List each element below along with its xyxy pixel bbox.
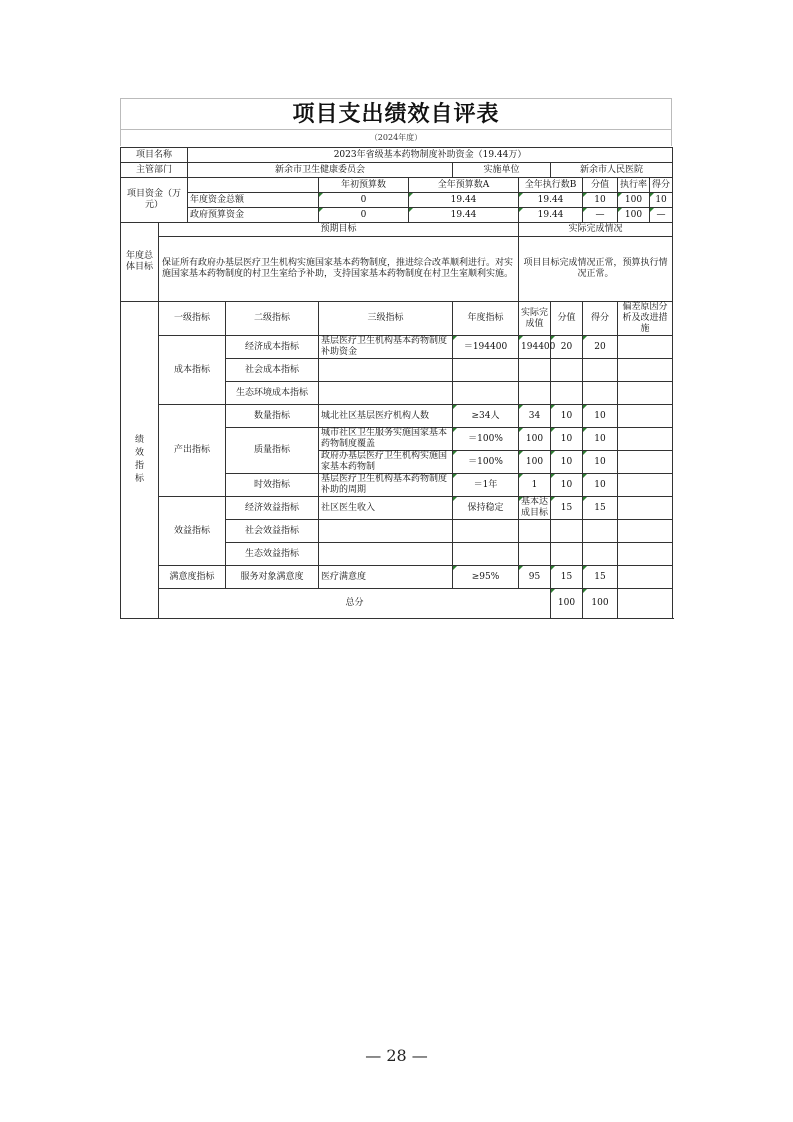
- funds-header-row: [121, 178, 673, 193]
- funds-header-init: 年初预算数: [319, 178, 409, 193]
- actual-cell: 34: [519, 405, 551, 428]
- got-cell: 10: [583, 451, 618, 474]
- note-cell: [618, 520, 673, 543]
- dept-label: 主管部门: [121, 163, 188, 178]
- target-cell: 保持稳定: [453, 497, 519, 520]
- total-label: 总分: [159, 589, 551, 619]
- year-label: （2024年度）: [120, 130, 672, 146]
- level2-cell: 质量指标: [226, 428, 319, 474]
- actual-cell: [519, 382, 551, 405]
- score-cell: 15: [551, 566, 583, 589]
- funds-budget: 19.44: [409, 208, 519, 223]
- target-cell: ＝100%: [453, 428, 519, 451]
- funds-row-label: 年度资金总额: [188, 193, 319, 208]
- target-cell: [453, 382, 519, 405]
- funds-header-exec: 全年执行数B: [519, 178, 583, 193]
- ind-header-l2: 二级指标: [226, 302, 319, 336]
- level2-cell: 生态环境成本指标: [226, 382, 319, 405]
- note-cell: [618, 359, 673, 382]
- actual-cell: 1: [519, 474, 551, 497]
- note-cell: [618, 382, 673, 405]
- score-cell: 15: [551, 497, 583, 520]
- funds-header-got: 得分: [650, 178, 673, 193]
- note-cell: [618, 428, 673, 451]
- funds-header-rate: 执行率: [618, 178, 650, 193]
- funds-init: 0: [319, 193, 409, 208]
- impl-label: 实施单位: [453, 163, 551, 178]
- target-cell: ＝1年: [453, 474, 519, 497]
- funds-got: —: [650, 208, 673, 223]
- ind-header-got: 得分: [583, 302, 618, 336]
- level3-cell: [319, 520, 453, 543]
- funds-header-score: 分值: [583, 178, 618, 193]
- actual-cell: 194400: [519, 336, 551, 359]
- target-cell: ＝100%: [453, 451, 519, 474]
- indicator-header-row: [121, 302, 673, 336]
- perf-label: [121, 302, 159, 619]
- actual-label: 实际完成情况: [519, 223, 673, 237]
- indicator-row: [121, 566, 673, 589]
- got-cell: 15: [583, 497, 618, 520]
- dept-value: 新余市卫生健康委员会: [188, 163, 453, 178]
- got-cell: 10: [583, 405, 618, 428]
- actual-cell: 95: [519, 566, 551, 589]
- ind-header-l3: 三级指标: [319, 302, 453, 336]
- page-number: — 28 —: [365, 1046, 428, 1065]
- score-cell: [551, 543, 583, 566]
- score-cell: 10: [551, 474, 583, 497]
- score-cell: [551, 520, 583, 543]
- funds-got: 10: [650, 193, 673, 208]
- level3-cell: 医疗满意度: [319, 566, 453, 589]
- funds-row-label: 政府预算资金: [188, 208, 319, 223]
- funds-row-total: [121, 193, 673, 208]
- actual-cell: [519, 520, 551, 543]
- score-cell: 10: [551, 428, 583, 451]
- note-cell: [618, 566, 673, 589]
- target-cell: [453, 359, 519, 382]
- funds-exec: 19.44: [519, 208, 583, 223]
- level3-cell: 城北社区基层医疗机构人数: [319, 405, 453, 428]
- note-cell: [618, 336, 673, 359]
- indicator-row: [121, 336, 673, 359]
- funds-rate: 100: [618, 208, 650, 223]
- total-got: 100: [583, 589, 618, 619]
- actual-cell: [519, 359, 551, 382]
- funds-header-budget: 全年预算数A: [409, 178, 519, 193]
- level3-cell: 城市社区卫生服务实施国家基本药物制度覆盖: [319, 428, 453, 451]
- impl-value: 新余市人民医院: [551, 163, 673, 178]
- ind-header-actual: 实际完成值: [519, 302, 551, 336]
- project-name-row: [121, 148, 673, 163]
- ind-header-score: 分值: [551, 302, 583, 336]
- level3-cell: 政府办基层医疗卫生机构实施国家基本药物制: [319, 451, 453, 474]
- score-cell: 10: [551, 451, 583, 474]
- project-name: 2023年省级基本药物制度补助资金（19.44万）: [188, 148, 673, 163]
- goal-header-row: [121, 223, 673, 237]
- level3-cell: 基层医疗卫生机构基本药物制度补助资金: [319, 336, 453, 359]
- goal-text-row: [121, 237, 673, 302]
- level2-cell: 社会成本指标: [226, 359, 319, 382]
- evaluation-sheet: [120, 98, 672, 634]
- actual-cell: 基本达成目标: [519, 497, 551, 520]
- level3-cell: 社区医生收入: [319, 497, 453, 520]
- perf-label-text: 绩效指标: [134, 435, 144, 484]
- funds-rate: 100: [618, 193, 650, 208]
- total-score: 100: [551, 589, 583, 619]
- got-cell: [583, 382, 618, 405]
- got-cell: 10: [583, 428, 618, 451]
- actual-cell: 100: [519, 451, 551, 474]
- evaluation-table: [120, 147, 673, 619]
- level3-cell: [319, 382, 453, 405]
- note-cell: [618, 497, 673, 520]
- level1-benefit: 效益指标: [159, 497, 226, 566]
- score-cell: 20: [551, 336, 583, 359]
- note-cell: [618, 543, 673, 566]
- actual-text: 项目目标完成情况正常，预算执行情况正常。: [519, 237, 673, 302]
- score-cell: 10: [551, 405, 583, 428]
- total-row: [121, 589, 673, 619]
- actual-cell: 100: [519, 428, 551, 451]
- level1-cost: 成本指标: [159, 336, 226, 405]
- score-cell: [551, 382, 583, 405]
- got-cell: 10: [583, 474, 618, 497]
- note-cell: [618, 451, 673, 474]
- got-cell: [583, 543, 618, 566]
- funds-label: 项目资金（万元）: [121, 178, 188, 223]
- got-cell: 15: [583, 566, 618, 589]
- level3-cell: [319, 543, 453, 566]
- actual-cell: [519, 543, 551, 566]
- level2-cell: 数量指标: [226, 405, 319, 428]
- note-cell: [618, 474, 673, 497]
- got-cell: [583, 359, 618, 382]
- expected-label: 预期目标: [159, 223, 519, 237]
- level2-cell: 社会效益指标: [226, 520, 319, 543]
- goal-label: 年度总体目标: [121, 223, 159, 302]
- level1-satisfaction: 满意度指标: [159, 566, 226, 589]
- level2-cell: 经济效益指标: [226, 497, 319, 520]
- level2-cell: 经济成本指标: [226, 336, 319, 359]
- level3-cell: 基层医疗卫生机构基本药物制度补助的周期: [319, 474, 453, 497]
- got-cell: [583, 520, 618, 543]
- page-title: 项目支出绩效自评表: [120, 98, 672, 130]
- ind-header-note: 偏差原因分析及改进措施: [618, 302, 673, 336]
- ind-header-l1: 一级指标: [159, 302, 226, 336]
- level3-cell: [319, 359, 453, 382]
- funds-init: 0: [319, 208, 409, 223]
- level2-cell: 生态效益指标: [226, 543, 319, 566]
- project-name-label: 项目名称: [121, 148, 188, 163]
- funds-exec: 19.44: [519, 193, 583, 208]
- level1-output: 产出指标: [159, 405, 226, 497]
- note-cell: [618, 405, 673, 428]
- level2-cell: 服务对象满意度: [226, 566, 319, 589]
- target-cell: ≥95%: [453, 566, 519, 589]
- target-cell: ＝194400: [453, 336, 519, 359]
- score-cell: [551, 359, 583, 382]
- funds-row-gov: [121, 208, 673, 223]
- ind-header-target: 年度指标: [453, 302, 519, 336]
- target-cell: [453, 520, 519, 543]
- dept-row: [121, 163, 673, 178]
- expected-text: 保证所有政府办基层医疗卫生机构实施国家基本药物制度，推进综合改革顺利进行。对实施国家基本药物制度的村卫生室给予补助，支持国家基本药物制度在村卫生室顺利实施。: [159, 237, 519, 302]
- level2-cell: 时效指标: [226, 474, 319, 497]
- target-cell: [453, 543, 519, 566]
- target-cell: ≥34人: [453, 405, 519, 428]
- indicator-row: [121, 497, 673, 520]
- indicator-row: [121, 405, 673, 428]
- funds-score: 10: [583, 193, 618, 208]
- got-cell: 20: [583, 336, 618, 359]
- funds-score: —: [583, 208, 618, 223]
- funds-budget: 19.44: [409, 193, 519, 208]
